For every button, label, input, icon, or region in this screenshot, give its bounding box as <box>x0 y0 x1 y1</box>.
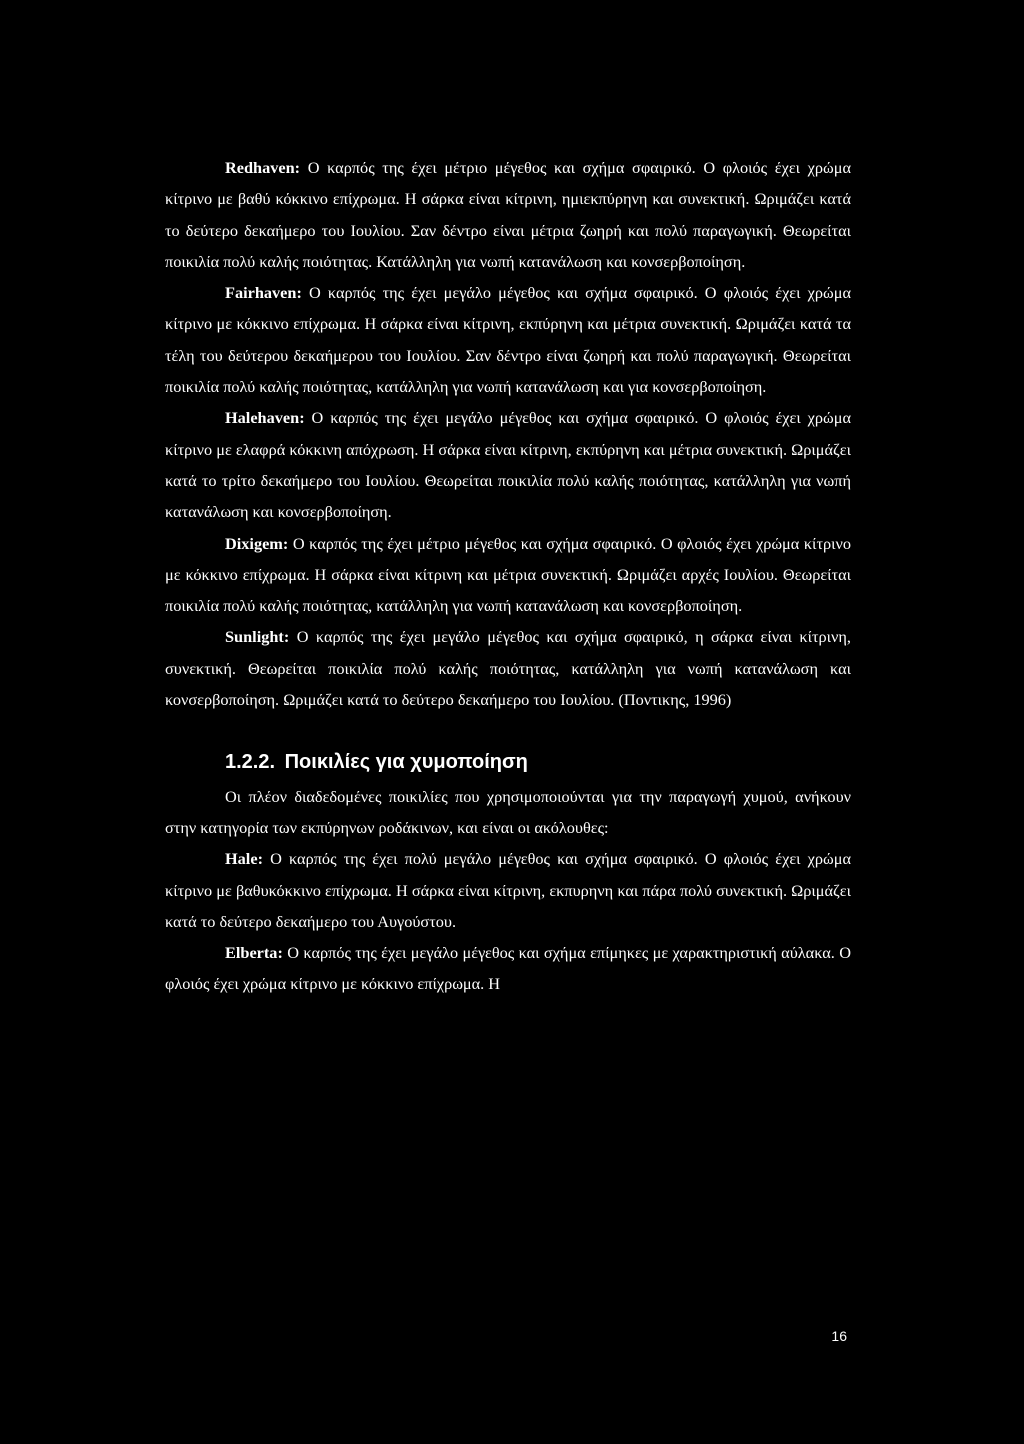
variety-paragraph-hale: Hale: Ο καρπός της έχει πολύ μεγάλο μέγεθος και σχήμα σφαιρικό. Ο φλοιός έχει χρώμα κίτρινο με βαθυκόκκινο επίχρωμα. Η σάρκα είναι κίτρινη, εκπυρηνη και πάρα πολύ συνεκτική. Ωριμάζει κατά το δεύτερο δεκαήμερο του Αυγούστου. <box>165 849 851 931</box>
variety-paragraph-elberta: Elberta: Ο καρπός της έχει μεγάλο μέγεθος και σχήμα επίμηκες με χαρακτηριστική αύλακα. Ο φλοιός έχει χρώμα κίτρινο με κόκκινο επίχρωμα. Η <box>165 943 851 994</box>
variety-description: Ο καρπός της έχει μεγάλο μέγεθος και σχήμα σφαιρικό, η σάρκα είναι κίτρινη, συνεκτική. Θεωρείται ποικιλία πολύ καλής ποιότητας, κατάλληλη για νωπή κατανάλωση και κονσερβοποίηση. Ωριμάζει κατά το δεύτερο δεκαήμερο του Ιουλίου. (Ποντικης, 1996) <box>165 627 851 710</box>
variety-description: Ο καρπός της έχει πολύ μεγάλο μέγεθος και σχήμα σφαιρικό. Ο φλοιός έχει χρώμα κίτρινο με βαθυκόκκινο επίχρωμα. Η σάρκα είναι κίτρινη, εκπυρηνη και πάρα πολύ συνεκτική. Ωριμάζει κατά το δεύτερο δεκαήμερο του Αυγούστου. <box>165 849 851 931</box>
variety-name: Hale <box>225 849 258 869</box>
variety-description: Ο καρπός της έχει μεγάλο μέγεθος και σχήμα σφαιρικό. Ο φλοιός έχει χρώμα κίτρινο με ελαφρά κόκκινη απόχρωση. Η σάρκα είναι κίτρινη, εκπύρηνη και μέτρια συνεκτική. Ωριμάζει κατά το τρίτο δεκαήμερο του Ιουλίου. Θεωρείται ποικιλία πολύ καλής ποιότητας, κατάλληλη για νωπή κατανάλωση και κονσερβοποίηση. <box>165 408 851 522</box>
variety-description: Ο καρπός της έχει μέτριο μέγεθος και σχήμα σφαιρικό. Ο φλοιός έχει χρώμα κίτρινο με κόκκινο επίχρωμα. Η σάρκα είναι κίτρινη και μέτρια συνεκτική. Ωριμάζει αρχές Ιουλίου. Θεωρείται ποικιλία πολύ καλής ποιότητας, κατάλληλη για νωπή κατανάλωση και κονσερβοποίηση. <box>165 533 851 616</box>
variety-paragraph-redhaven: Redhaven: Ο καρπός της έχει μέτριο μέγεθος και σχήμα σφαιρικό. Ο φλοιός έχει χρώμα κίτρινο με βαθύ κόκκινο επίχρωμα. Η σάρκα είναι κίτρινη, ημιεκπύρηνη και συνεκτική. Ωριμάζει κατά το δεύτερο δεκαήμερο του Ιουλίου. Σαν δέντρο είναι μέτρια ζωηρή και πολύ παραγωγική. Θεωρείται ποικιλία πολύ καλής ποιότητας. Κατάλληλη για νωπή κατανάλωση και κονσερβοποίηση. <box>165 158 851 271</box>
variety-name: Dixigem <box>225 533 283 553</box>
variety-description: Ο καρπός της έχει μεγάλο μέγεθος και σχήμα σφαιρικό. Ο φλοιός έχει χρώμα κίτρινο με κόκκινο επίχρωμα. Η σάρκα είναι κίτρινη, εκπύρηνη και μέτρια συνεκτική. Ωριμάζει κατά τα τέλη του δεύτερου δεκαήμερου του Ιουλίου. Σαν δέντρο είναι ζωηρή και πολύ παραγωγική. Θεωρείται ποικιλία πολύ καλής ποιότητας, κατάλληλη για νωπή κατανάλωση και για κονσερβοποίηση. <box>165 283 851 397</box>
variety-paragraph-fairhaven: Fairhaven: Ο καρπός της έχει μεγάλο μέγεθος και σχήμα σφαιρικό. Ο φλοιός έχει χρώμα κίτρινο με κόκκινο επίχρωμα. Η σάρκα είναι κίτρινη, εκπύρηνη και μέτρια συνεκτική. Ωριμάζει κατά τα τέλη του δεύτερου δεκαήμερου του Ιουλίου. Σαν δέντρο είναι ζωηρή και πολύ παραγωγική. Θεωρείται ποικιλία πολύ καλής ποιότητας, κατάλληλη για νωπή κατανάλωση και για κονσερβοποίηση. <box>165 283 851 397</box>
page-number: 16 <box>831 1328 847 1344</box>
variety-paragraph-dixigem: Dixigem: Ο καρπός της έχει μέτριο μέγεθος και σχήμα σφαιρικό. Ο φλοιός έχει χρώμα κίτρινο με κόκκινο επίχρωμα. Η σάρκα είναι κίτρινη και μέτρια συνεκτική. Ωριμάζει αρχές Ιουλίου. Θεωρείται ποικιλία πολύ καλής ποιότητας, κατάλληλη για νωπή κατανάλωση και κονσερβοποίηση. <box>165 533 851 616</box>
variety-name: Fairhaven <box>225 283 297 303</box>
variety-paragraph-sunlight: Sunlight: Ο καρπός της έχει μεγάλο μέγεθος και σχήμα σφαιρικό, η σάρκα είναι κίτρινη, συνεκτική. Θεωρείται ποικιλία πολύ καλής ποιότητας, κατάλληλη για νωπή κατανάλωση και κονσερβοποίηση. Ωριμάζει κατά το δεύτερο δεκαήμερο του Ιουλίου. (Ποντικης, 1996) <box>165 627 851 710</box>
variety-name: Sunlight <box>225 627 284 647</box>
variety-name: Redhaven <box>225 158 295 177</box>
variety-paragraph-halehaven: Halehaven: Ο καρπός της έχει μεγάλο μέγεθος και σχήμα σφαιρικό. Ο φλοιός έχει χρώμα κίτρινο με ελαφρά κόκκινη απόχρωση. Η σάρκα είναι κίτρινη, εκπύρηνη και μέτρια συνεκτική. Ωριμάζει κατά το τρίτο δεκαήμερο του Ιουλίου. Θεωρείται ποικιλία πολύ καλής ποιότητας, κατάλληλη για νωπή κατανάλωση και κονσερβοποίηση. <box>165 408 851 522</box>
variety-name: Elberta <box>225 943 278 963</box>
section-title: Ποικιλίες για χυμοποίηση <box>284 751 528 774</box>
variety-name: Halehaven <box>225 408 300 428</box>
variety-description: Ο καρπός της έχει μεγάλο μέγεθος και σχήμα επίμηκες με χαρακτηριστική αύλακα. Ο φλοιός έχει χρώμα κίτρινο με κόκκινο επίχρωμα. Η <box>165 943 851 994</box>
variety-description: Ο καρπός της έχει μέτριο μέγεθος και σχήμα σφαιρικό. Ο φλοιός έχει χρώμα κίτρινο με βαθύ κόκκινο επίχρωμα. Η σάρκα είναι κίτρινη, ημιεκπύρηνη και συνεκτική. Ωριμάζει κατά το δεύτερο δεκαήμερο του Ιουλίου. Σαν δέντρο είναι μέτρια ζωηρή και πολύ παραγωγική. Θεωρείται ποικιλία πολύ καλής ποιότητας. Κατάλληλη για νωπή κατανάλωση και κονσερβοποίηση. <box>165 158 851 271</box>
section-heading <box>225 747 851 778</box>
section-intro: Οι πλέον διαδεδομένες ποικιλίες που χρησιμοποιούνται για την παραγωγή χυμού, ανήκουν στην κατηγορία των εκπύρηνων ροδάκινων, και είναι οι ακόλουθες: <box>165 786 851 837</box>
section-number: 1.2.2. <box>225 751 276 774</box>
body-text <box>165 152 851 1000</box>
